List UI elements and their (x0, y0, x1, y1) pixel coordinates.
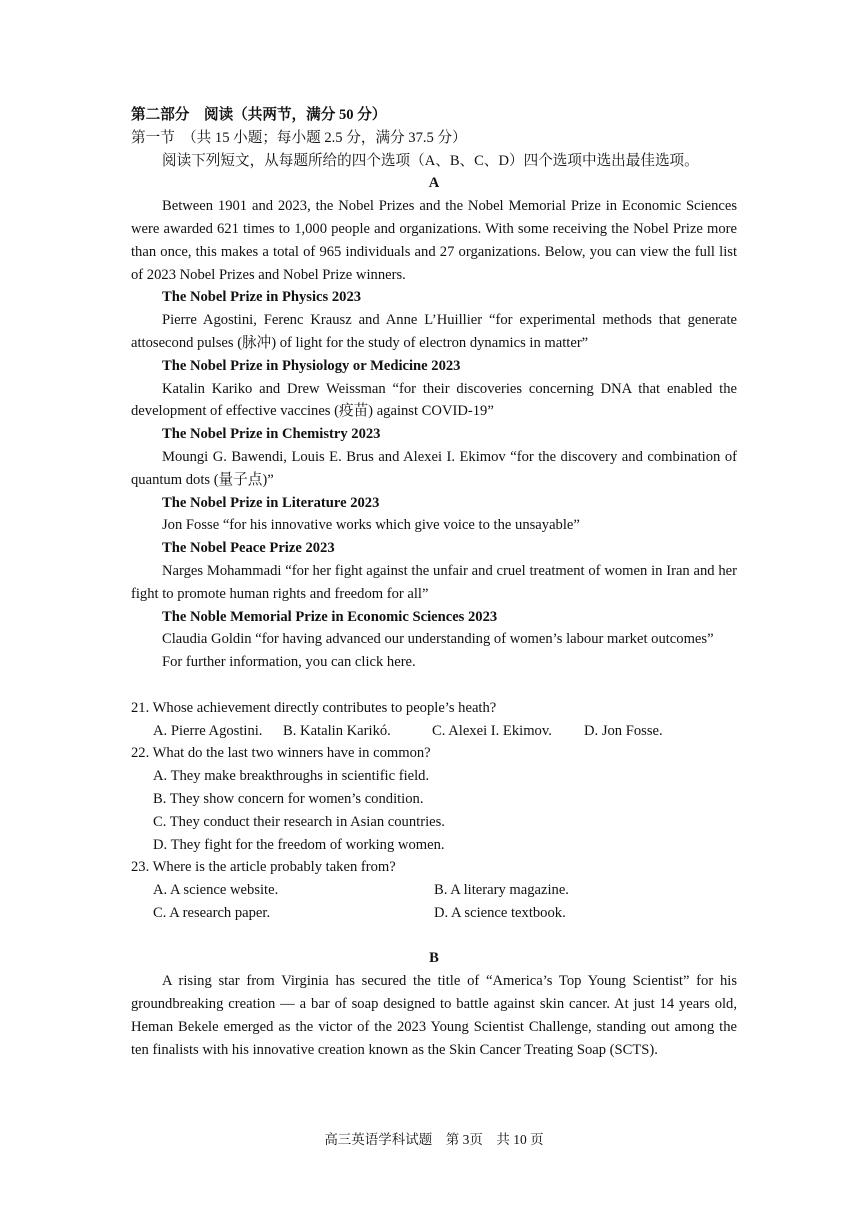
question-options (131, 902, 737, 925)
further-info: For further information, you can click here. (162, 654, 416, 671)
prize-title: The Nobel Peace Prize 2023 (162, 540, 335, 557)
option: B. A literary magazine. (434, 882, 569, 899)
question-stem: 22. What do the last two winners have in common? (131, 745, 431, 762)
section-header: 第二部分 阅读（共两节，满分 50 分） (131, 107, 387, 123)
prize-text: Claudia Goldin “for having advanced our understanding of women’s labour market outcomes” (162, 631, 714, 648)
prize-title: The Nobel Prize in Physics 2023 (162, 289, 362, 306)
option: B. Katalin Karikó. (283, 722, 391, 739)
option: A. Pierre Agostini. (153, 722, 263, 739)
option: D. A science textbook. (434, 904, 566, 921)
question-options (131, 720, 737, 743)
option: B. They show concern for women’s condition. (153, 790, 424, 807)
passage-b-label: B (429, 950, 439, 967)
option: D. They fight for the freedom of working women. (153, 836, 445, 853)
question-stem: 23. Where is the article probably taken from? (131, 859, 396, 876)
instructions: 阅读下列短文，从每题所给的四个选项（A、B、C、D）四个选项中选出最佳选项。 (162, 152, 699, 169)
option: A. They make breakthroughs in scientific field. (153, 768, 430, 785)
prize-title: The Nobel Prize in Chemistry 2023 (162, 426, 381, 443)
page-footer: 高三英语学科试题 第 3页 共 10 页 (324, 1132, 544, 1147)
prize-title: The Nobel Prize in Literature 2023 (162, 494, 380, 511)
option: C. They conduct their research in Asian countries. (153, 813, 445, 830)
option: C. Alexei I. Ekimov. (432, 722, 552, 739)
spacer (131, 925, 737, 948)
question-options (131, 879, 737, 902)
question-stem: 21. Whose achievement directly contributes to people’s heath? (131, 699, 497, 716)
passage-b-text: A rising star from Virginia has secured the title of “America’s Top Young Scientist” for his groundbreaking creation — a bar of soap designed to battle against skin cancer. At just 14 years old, Heman Bekele emerged as the victor of the 2023 Young Scientist Challenge, standing out among the ten finalists with his innovative creation known as the Skin Cancer Treating Soap (SCTS). (131, 973, 737, 1058)
page-content (131, 104, 737, 1061)
prize-text: Jon Fosse “for his innovative works which give voice to the unsayable” (162, 517, 580, 534)
subsection-header: 第一节 （共 15 小题；每小题 2.5 分，满分 37.5 分） (131, 129, 467, 146)
prize-text: Pierre Agostini, Ferenc Krausz and Anne L’Huillier “for experimental methods that generate attosecond pulses (脉冲) of light for the study of electron dynamics in matter” (131, 312, 737, 351)
option: A. A science website. (153, 882, 279, 899)
option: C. A research paper. (153, 904, 271, 921)
prize-text: Katalin Kariko and Drew Weissman “for their discoveries concerning DNA that enabled the development of effective vaccines (疫苗) against COVID-19” (131, 380, 737, 420)
prize-title: The Nobel Prize in Physiology or Medicine 2023 (162, 357, 461, 374)
option: D. Jon Fosse. (584, 722, 663, 739)
passage-a-intro: Between 1901 and 2023, the Nobel Prizes and the Nobel Memorial Prize in Economic Sciences were awarded 621 times to 1,000 people and organizations. With some receiving the Nobel Prize more than once, this makes a total of 965 individuals and 27 organizations. Below, you can view the full list of 2023 Nobel Prizes and Nobel Prize winners. (131, 198, 737, 283)
prize-title: The Noble Memorial Prize in Economic Sciences 2023 (162, 608, 498, 625)
prize-text: Moungi G. Bawendi, Louis E. Brus and Alexei I. Ekimov “for the discovery and combination of quantum dots (量子点)” (131, 448, 737, 488)
spacer (131, 674, 737, 697)
passage-a-label: A (428, 175, 440, 192)
prize-text: Narges Mohammadi “for her fight against the unfair and cruel treatment of women in Iran and her fight to promote human rights and freedom for all” (131, 562, 737, 602)
